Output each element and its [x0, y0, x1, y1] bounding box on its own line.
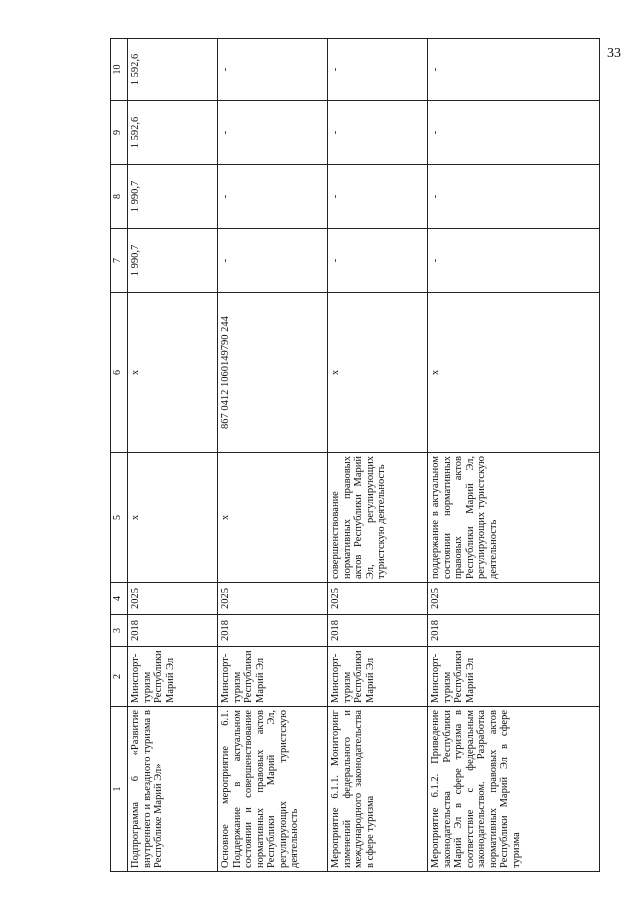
cell-amount: 1 592,6 — [128, 101, 218, 165]
cell-amount: - — [218, 229, 328, 293]
col-header: 1 — [111, 707, 128, 872]
col-header: 5 — [111, 453, 128, 583]
cell-amount: - — [218, 39, 328, 101]
cell-amount: - — [428, 229, 600, 293]
cell-start-year: 2018 — [218, 615, 328, 647]
cell-end-year: 2025 — [128, 583, 218, 615]
cell-kbk: х — [328, 293, 428, 453]
table-row — [128, 39, 218, 872]
cell-result: поддержание в актуальном состоянии нормативных правовых актов Республики Марий Эл, регулирующих туристскую деятельность — [428, 453, 600, 583]
cell-kbk: х — [128, 293, 218, 453]
cell-start-year: 2018 — [128, 615, 218, 647]
cell-amount: 1 990,7 — [128, 165, 218, 229]
cell-start-year: 2018 — [328, 615, 428, 647]
cell-amount: - — [328, 229, 428, 293]
table-row — [218, 39, 328, 872]
cell-executor: Минспорт-туризм Республики Марий Эл — [328, 647, 428, 707]
cell-result: совершенствование нормативных правовых актов Республики Марий Эл, регулирующих туристскую деятельность — [328, 453, 428, 583]
cell-kbk: 867 0412 1060149790 244 — [218, 293, 328, 453]
cell-amount: - — [428, 101, 600, 165]
cell-executor: Минспорт-туризм Республики Марий Эл — [428, 647, 600, 707]
col-header: 6 — [111, 293, 128, 453]
cell-amount: 1 990,7 — [128, 229, 218, 293]
rotated-table-container — [110, 39, 600, 872]
col-header: 3 — [111, 615, 128, 647]
cell-result: х — [218, 453, 328, 583]
budget-table — [110, 38, 600, 872]
cell-end-year: 2025 — [218, 583, 328, 615]
cell-name: Подпрограмма 6 «Развитие внутреннего и въездного туризма в Республике Марий Эл» — [128, 707, 218, 872]
col-header: 7 — [111, 229, 128, 293]
col-header: 10 — [111, 39, 128, 101]
cell-name: Мероприятие 6.1.2. Приведение законодательства Республики Марий Эл в сфере туризма в соответствие с федеральным законодательством. Разработка нормативных правовых актов Республики Марий Эл в сфере туризма — [428, 707, 600, 872]
col-header: 8 — [111, 165, 128, 229]
cell-kbk: х — [428, 293, 600, 453]
cell-amount: - — [328, 101, 428, 165]
cell-amount: - — [428, 39, 600, 101]
col-header: 9 — [111, 101, 128, 165]
cell-end-year: 2025 — [428, 583, 600, 615]
cell-name: Мероприятие 6.1.1. Мониторинг изменений федерального и международного законодательства в сфере туризма — [328, 707, 428, 872]
col-header: 2 — [111, 647, 128, 707]
cell-amount: 1 592,6 — [128, 39, 218, 101]
cell-end-year: 2025 — [328, 583, 428, 615]
cell-start-year: 2018 — [428, 615, 600, 647]
cell-executor: Минспорт-туризм Республики Марий Эл — [218, 647, 328, 707]
cell-amount: - — [428, 165, 600, 229]
col-header: 4 — [111, 583, 128, 615]
page-number: 33 — [607, 46, 621, 61]
cell-name: Основное мероприятие 6.1. Поддержание в актуальном состоянии и совершенствование нормативных правовых актов Республики Марий Эл, регулирующих туристскую деятельность — [218, 707, 328, 872]
cell-amount: - — [328, 39, 428, 101]
cell-amount: - — [218, 101, 328, 165]
cell-amount: - — [218, 165, 328, 229]
cell-result: х — [128, 453, 218, 583]
cell-executor: Минспорт-туризм Республики Марий Эл — [128, 647, 218, 707]
header-row — [111, 39, 128, 872]
table-row — [328, 39, 428, 872]
table-row — [428, 39, 600, 872]
cell-amount: - — [328, 165, 428, 229]
